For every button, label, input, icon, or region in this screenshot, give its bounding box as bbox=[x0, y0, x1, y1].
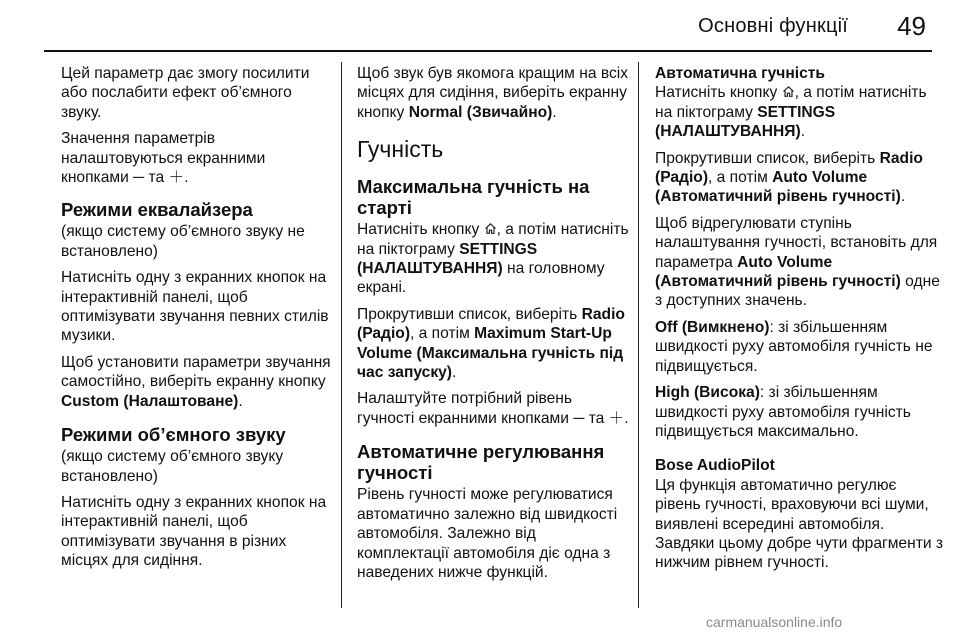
paragraph: Ця функція автоматично регулює рівень гучності, враховуючи всі шуми, виявлені всередині автомобіля. Завдяки цьому добре чути фрагменти з нижчим рівнем гучності. bbox=[655, 476, 944, 572]
page-header bbox=[0, 0, 960, 48]
heading-surround-modes: Режими об’ємного звуку bbox=[61, 424, 286, 446]
paragraph: High (Висока): зі збільшенням швидкості руху автомобіля гучність підвищується максимально. bbox=[655, 384, 911, 440]
heading-bose-audiopilot: Bose AudioPilot bbox=[655, 457, 775, 475]
paragraph: Щоб звук був якомога кращим на всіх місцях для сидіння, виберіть екранну кнопку Normal (Звичайно). bbox=[357, 65, 629, 121]
paragraph: Рівень гучності може регулюватися автоматично залежно від швидкості автомобіля. Залежно від комплектації автомобіля діє одна з наведених нижче функцій. bbox=[357, 486, 618, 581]
heading-auto-volume: Автоматична гучність bbox=[655, 65, 825, 82]
heading-auto-volume-control: Автоматичне регулювання гучності bbox=[357, 441, 605, 484]
paragraph: (якщо систему об’ємного звуку не встановлено) bbox=[61, 223, 305, 260]
column-divider-2 bbox=[638, 62, 639, 608]
paragraph: Натисніть одну з екранних кнопок на інтерактивній панелі, щоб оптимізувати звучання в різних місцях для сидіння. bbox=[61, 493, 327, 570]
paragraph: Натисніть кнопку , а потім натисніть на піктограму SETTINGS (НАЛАШТУВАННЯ) на головному екрані. bbox=[357, 221, 629, 297]
column-1 bbox=[61, 64, 333, 578]
paragraph: Натисніть одну з екранних кнопок на інтерактивній панелі, щоб оптимізувати звучання певних стилів музики. bbox=[61, 269, 329, 345]
paragraph: Автоматична гучність Натисніть кнопку , а потім натисніть на піктограму SETTINGS (НАЛАШТУВАННЯ). bbox=[655, 65, 927, 141]
paragraph: Щоб установити параметри звучання самостійно, виберіть екранну кнопку Custom (Налаштоване). bbox=[61, 353, 331, 410]
column-2 bbox=[357, 64, 631, 589]
paragraph: Прокрутивши список, виберіть Radio (Радіо), а потім Maximum Start-Up Volume (Максимальна гучність під час запуску). bbox=[357, 305, 625, 382]
paragraph: Щоб відрегулювати ступінь налаштування гучності, встановіть для параметра Auto Volume (Автоматичний рівень гучності) одне з доступних значень. bbox=[655, 214, 940, 310]
column-divider-1 bbox=[341, 62, 342, 608]
page-number: 49 bbox=[897, 11, 926, 41]
heading-equalizer-modes: Режими еквалайзера bbox=[61, 199, 253, 221]
paragraph: Цей параметр дає змогу посилити або послабити ефект об’ємного звуку. bbox=[61, 65, 310, 121]
chapter-title: Основні функції bbox=[698, 15, 848, 37]
normal-button-label: Normal (Звичайно) bbox=[408, 103, 553, 121]
paragraph: Off (Вимкнено): зі збільшенням швидкості руху автомобіля гучність не підвищується. bbox=[655, 318, 933, 375]
paragraph: Налаштуйте потрібний рівень гучності екранними кнопками ─ та ＋. bbox=[357, 390, 629, 427]
column-3 bbox=[655, 64, 945, 580]
header-divider bbox=[44, 50, 932, 52]
heading-max-startup-volume: Максимальна гучність на старті bbox=[357, 176, 590, 219]
paragraph: (якщо систему об’ємного звуку встановлено) bbox=[61, 448, 284, 485]
heading-volume: Гучність bbox=[357, 136, 444, 163]
paragraph: Прокрутивши список, виберіть Radio (Радіо), а потім Auto Volume (Автоматичний рівень гучності). bbox=[655, 149, 923, 206]
home-icon bbox=[484, 221, 497, 234]
custom-button-label: Custom (Налаштоване) bbox=[61, 392, 239, 410]
home-icon bbox=[782, 84, 795, 97]
watermark: carmanualsonline.info bbox=[706, 614, 843, 630]
paragraph: Значення параметрів налаштовуються екранними кнопками ─ та ＋. bbox=[61, 130, 266, 187]
